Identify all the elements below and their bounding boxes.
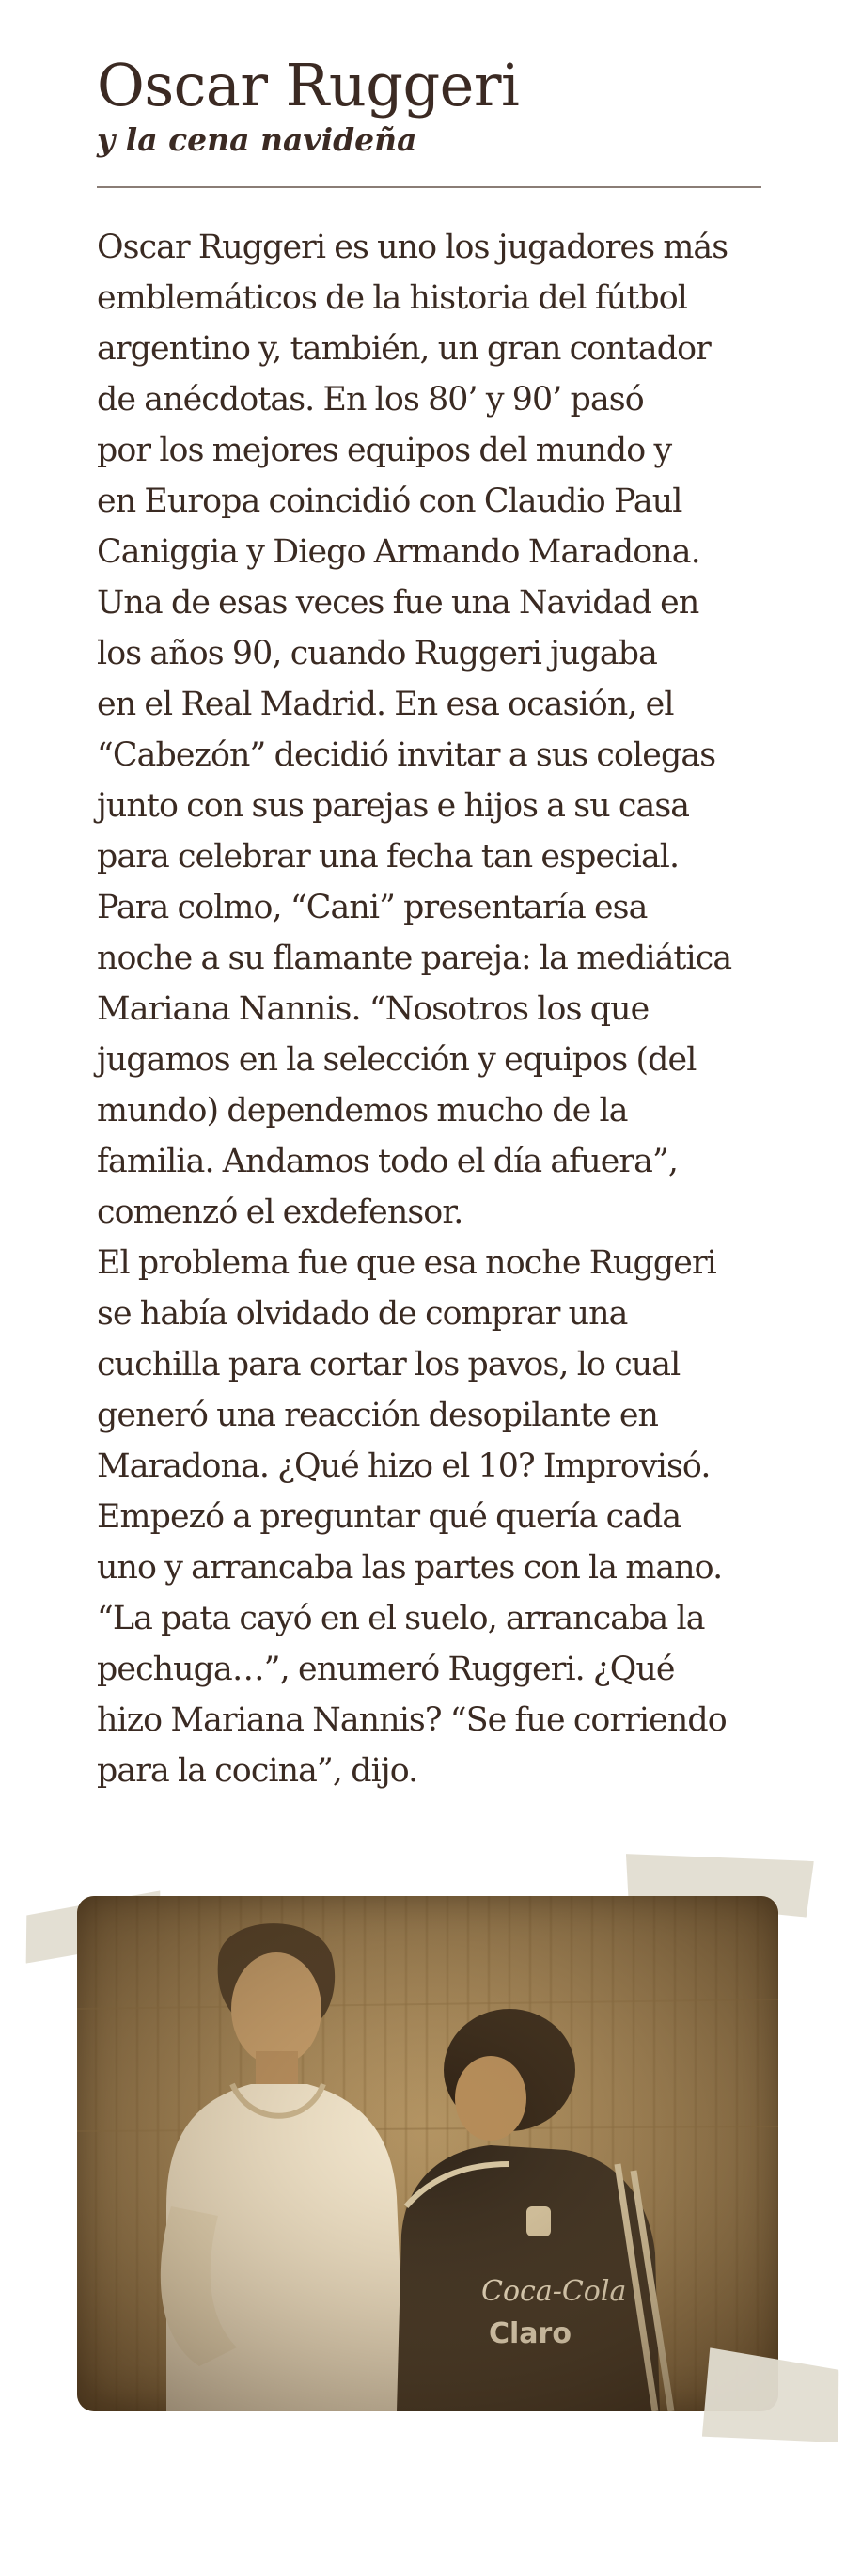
body-line: se había olvidado de comprar una [97, 1294, 628, 1333]
body-line: comenzó el exdefensor. [97, 1193, 463, 1231]
article [97, 51, 764, 1796]
body-line: cuchilla para cortar los pavos, lo cual [97, 1345, 681, 1383]
photo-illustration [77, 1896, 778, 2411]
body-line: jugamos en la selección y equipos (del [97, 1040, 697, 1079]
body-line: pechuga…”, enumeró Ruggeri. ¿Qué [97, 1650, 675, 1688]
body-line: uno y arrancaba las partes con la mano. [97, 1548, 723, 1587]
body-line: Para colmo, “Cani” presentaría esa [97, 888, 648, 926]
body-line: mundo) dependemos mucho de la [97, 1091, 628, 1130]
body-line: Una de esas veces fue una Navidad en [97, 583, 699, 622]
body-line: emblemáticos de la historia del fútbol [97, 278, 688, 317]
body-line: “La pata cayó en el suelo, arrancaba la [97, 1599, 705, 1637]
body-line: Mariana Nannis. “Nosotros los que [97, 989, 650, 1028]
body-line: “Cabezón” decidió invitar a sus colegas [97, 735, 716, 774]
body-line: Maradona. ¿Qué hizo el 10? Improvisó. [97, 1446, 711, 1485]
body-line: para celebrar una fecha tan especial. [97, 837, 680, 876]
article-subtitle: y la cena navideña [97, 120, 417, 158]
ruggeri-maradona-photo [77, 1896, 778, 2411]
body-line: Empezó a preguntar qué quería cada [97, 1497, 682, 1536]
body-line: generó una reacción desopilante en [97, 1396, 659, 1434]
body-line: argentino y, también, un gran contador [97, 329, 711, 368]
paragraph-1 [97, 222, 764, 1238]
body-line: familia. Andamos todo el día afuera”, [97, 1142, 679, 1180]
photo-frame [23, 1855, 846, 2457]
body-line: por los mejores equipos del mundo y [97, 431, 672, 469]
article-body [97, 222, 764, 1796]
body-line: hizo Mariana Nannis? “Se fue corriendo [97, 1700, 727, 1739]
body-line: Oscar Ruggeri es uno los jugadores más [97, 228, 728, 266]
article-title: Oscar Ruggeri [97, 51, 520, 119]
body-line: en Europa coincidió con Claudio Paul [97, 482, 682, 520]
paragraph-2 [97, 1238, 764, 1796]
body-line: Caniggia y Diego Armando Maradona. [97, 532, 700, 571]
body-line: junto con sus parejas e hijos a su casa [97, 786, 690, 825]
body-line: para la cocina”, dijo. [97, 1751, 418, 1790]
body-line: en el Real Madrid. En esa ocasión, el [97, 685, 674, 723]
body-line: El problema fue que esa noche Ruggeri [97, 1243, 716, 1282]
body-line: noche a su flamante pareja: la mediática [97, 939, 732, 977]
body-line: de anécdotas. En los 80’ y 90’ pasó [97, 380, 644, 419]
body-line: los años 90, cuando Ruggeri jugaba [97, 634, 657, 672]
divider [97, 186, 761, 188]
